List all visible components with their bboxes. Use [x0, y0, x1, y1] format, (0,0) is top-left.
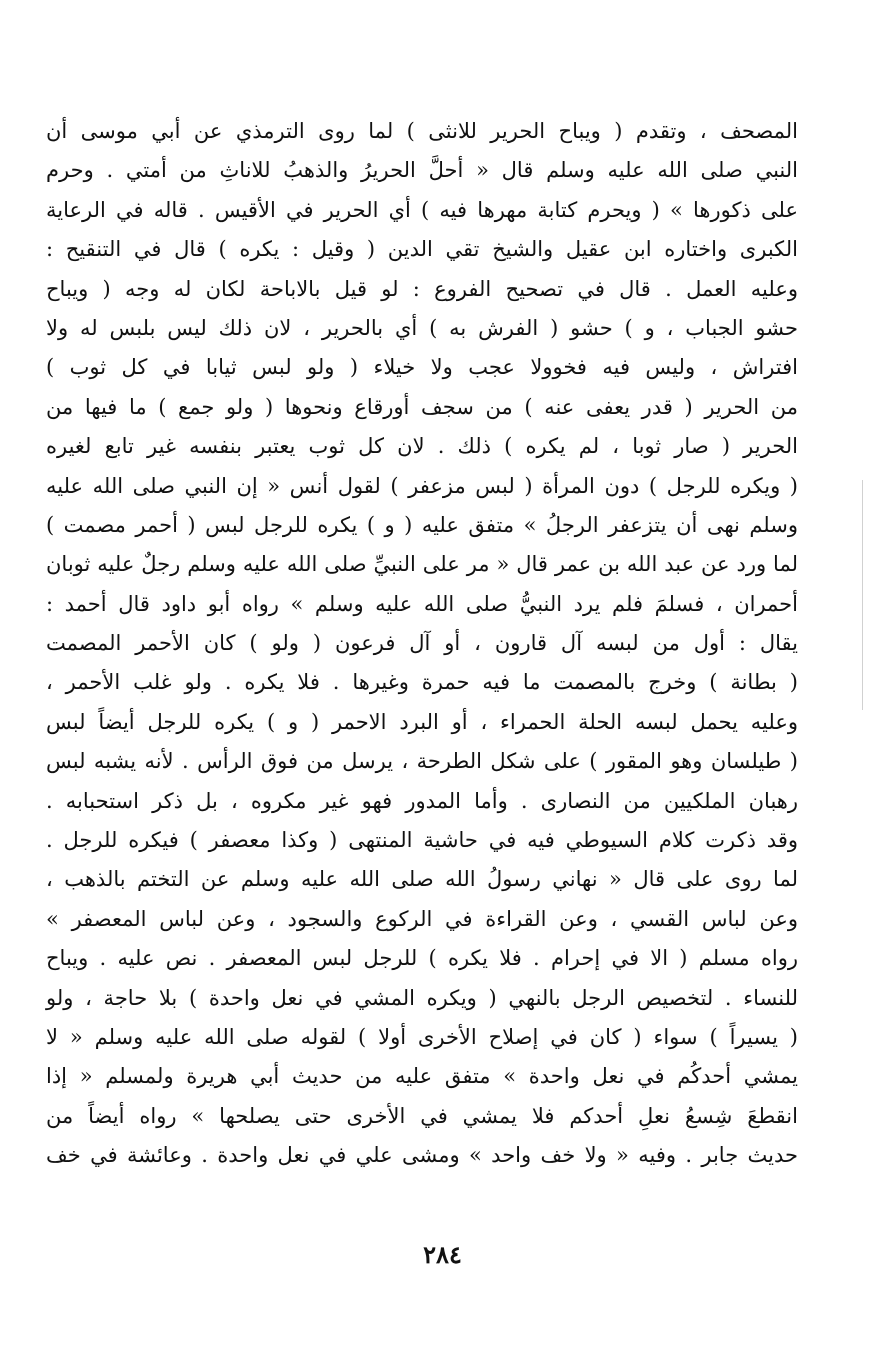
text-line: المصحف ، وتقدم ( ويباح الحرير للانثى ) لما روى الترمذي عن أبي موسى أن [46, 119, 798, 143]
text-line: من الحرير ( قدر يعفى عنه ) من سجف أورقاع ونحوها ( ولو جمع ) ما فيها من [46, 394, 798, 419]
text-line: لما روى على قال « نهاني رسولُ الله صلى الله عليه وسلم عن التختم بالذهب ، [46, 867, 798, 892]
text-line: أحمران ، فسلمَ فلم يرد النبيُّ صلى الله عليه وسلم » رواه أبو داود قال أحمد : [46, 591, 798, 616]
body-text [46, 112, 798, 1176]
text-line: يمشي أحدكُم في نعل واحدة » متفق عليه من حديث أبي هريرة ولمسلم « إذا [46, 1064, 799, 1089]
text-line: للنساء . لتخصيص الرجل بالنهي ( ويكره المشي في نعل واحدة ) بلا حاجة ، ولو [46, 985, 798, 1010]
page-number: ٢٨٤ [423, 1240, 462, 1269]
text-line: ( طيلسان وهو المقور ) على شكل الطرحة ، يرسل من فوق الرأس . لأنه يشبه لبس [46, 749, 798, 774]
text-line: ( ويكره للرجل ) دون المرأة ( لبس مزعفر ) لقول أنس « إن النبي صلى الله عليه [46, 473, 798, 498]
text-line: رواه مسلم ( الا في إحرام . فلا يكره ) للرجل لبس المعصفر . نص عليه . ويباح [46, 946, 799, 971]
text-line: لما ورد عن عبد الله بن عمر قال « مر على النبيِّ صلى الله عليه وسلم رجلٌ عليه ثوبان [46, 552, 798, 577]
text-line: انقطعَ شِسعُ نعلِ أحدكم فلا يمشي في الأخرى حتى يصلحها » رواه أيضاً من [46, 1103, 798, 1128]
text-line: وسلم نهى أن يتزعفر الرجلُ » متفق عليه ( و ) يكره للرجل لبس ( أحمر مصمت ) [46, 512, 798, 537]
text-line: الكبرى واختاره ابن عقيل والشيخ تقي الدين ( وقيل : يكره ) قال في التنقيح : [46, 237, 798, 262]
text-line: رهبان الملكيين من النصارى . وأما المدور فهو غير مكروه ، بل ذكر استحبابه . [46, 788, 798, 813]
text-line: افتراش ، وليس فيه فخوولا عجب ولا خيلاء ( ولو لبس ثيابا في كل ثوب ) [46, 355, 798, 380]
text-line: ( يسيراً ) سواء ( كان في إصلاح الأخرى أولا ) لقوله صلى الله عليه وسلم « لا [46, 1024, 798, 1049]
text-line: النبي صلى الله عليه وسلم قال « أحلَّ الحريرُ والذهبُ للاناثِ من أمتي . وحرم [46, 158, 798, 183]
text-line: وعليه يحمل لبسه الحلة الحمراء ، أو البرد الاحمر ( و ) يكره للرجل أيضاً لبس [46, 709, 798, 734]
text-line: وعليه العمل . قال في تصحيح الفروع : لو قيل بالاباحة لكان له وجه ( ويباح [46, 276, 798, 301]
text-line: حديث جابر . وفيه « ولا خف واحد » ومشى علي في نعل واحدة . وعائشة في خف [46, 1143, 798, 1168]
text-line: وعن لباس القسي ، وعن القراءة في الركوع والسجود ، وعن لباس المعصفر » [46, 906, 798, 931]
text-line: على ذكورها » ( ويحرم كتابة مهرها فيه ) أي الحرير في الأقيس . قاله في الرعاية [46, 197, 798, 222]
text-line: يقال : أول من لبسه آل قارون ، أو آل فرعون ( ولو ) كان الأحمر المصمت [46, 631, 798, 656]
text-line: ( بطانة ) وخرج بالمصمت ما فيه حمرة وغيرها . فلا يكره . ولو غلب الأحمر ، [46, 670, 798, 695]
text-line: وقد ذكرت كلام السيوطي فيه في حاشية المنتهى ( وكذا معصفر ) فيكره للرجل . [46, 828, 798, 853]
text-line: الحرير ( صار ثوبا ، لم يكره ) ذلك . لان كل ثوب يعتبر بنفسه غير تابع لغيره [46, 434, 798, 459]
scan-margin-mark [862, 480, 869, 710]
text-line: حشو الجباب ، و ) حشو ( الفرش به ) أي بالحرير ، لان ذلك ليس بلبس له ولا [46, 315, 798, 340]
